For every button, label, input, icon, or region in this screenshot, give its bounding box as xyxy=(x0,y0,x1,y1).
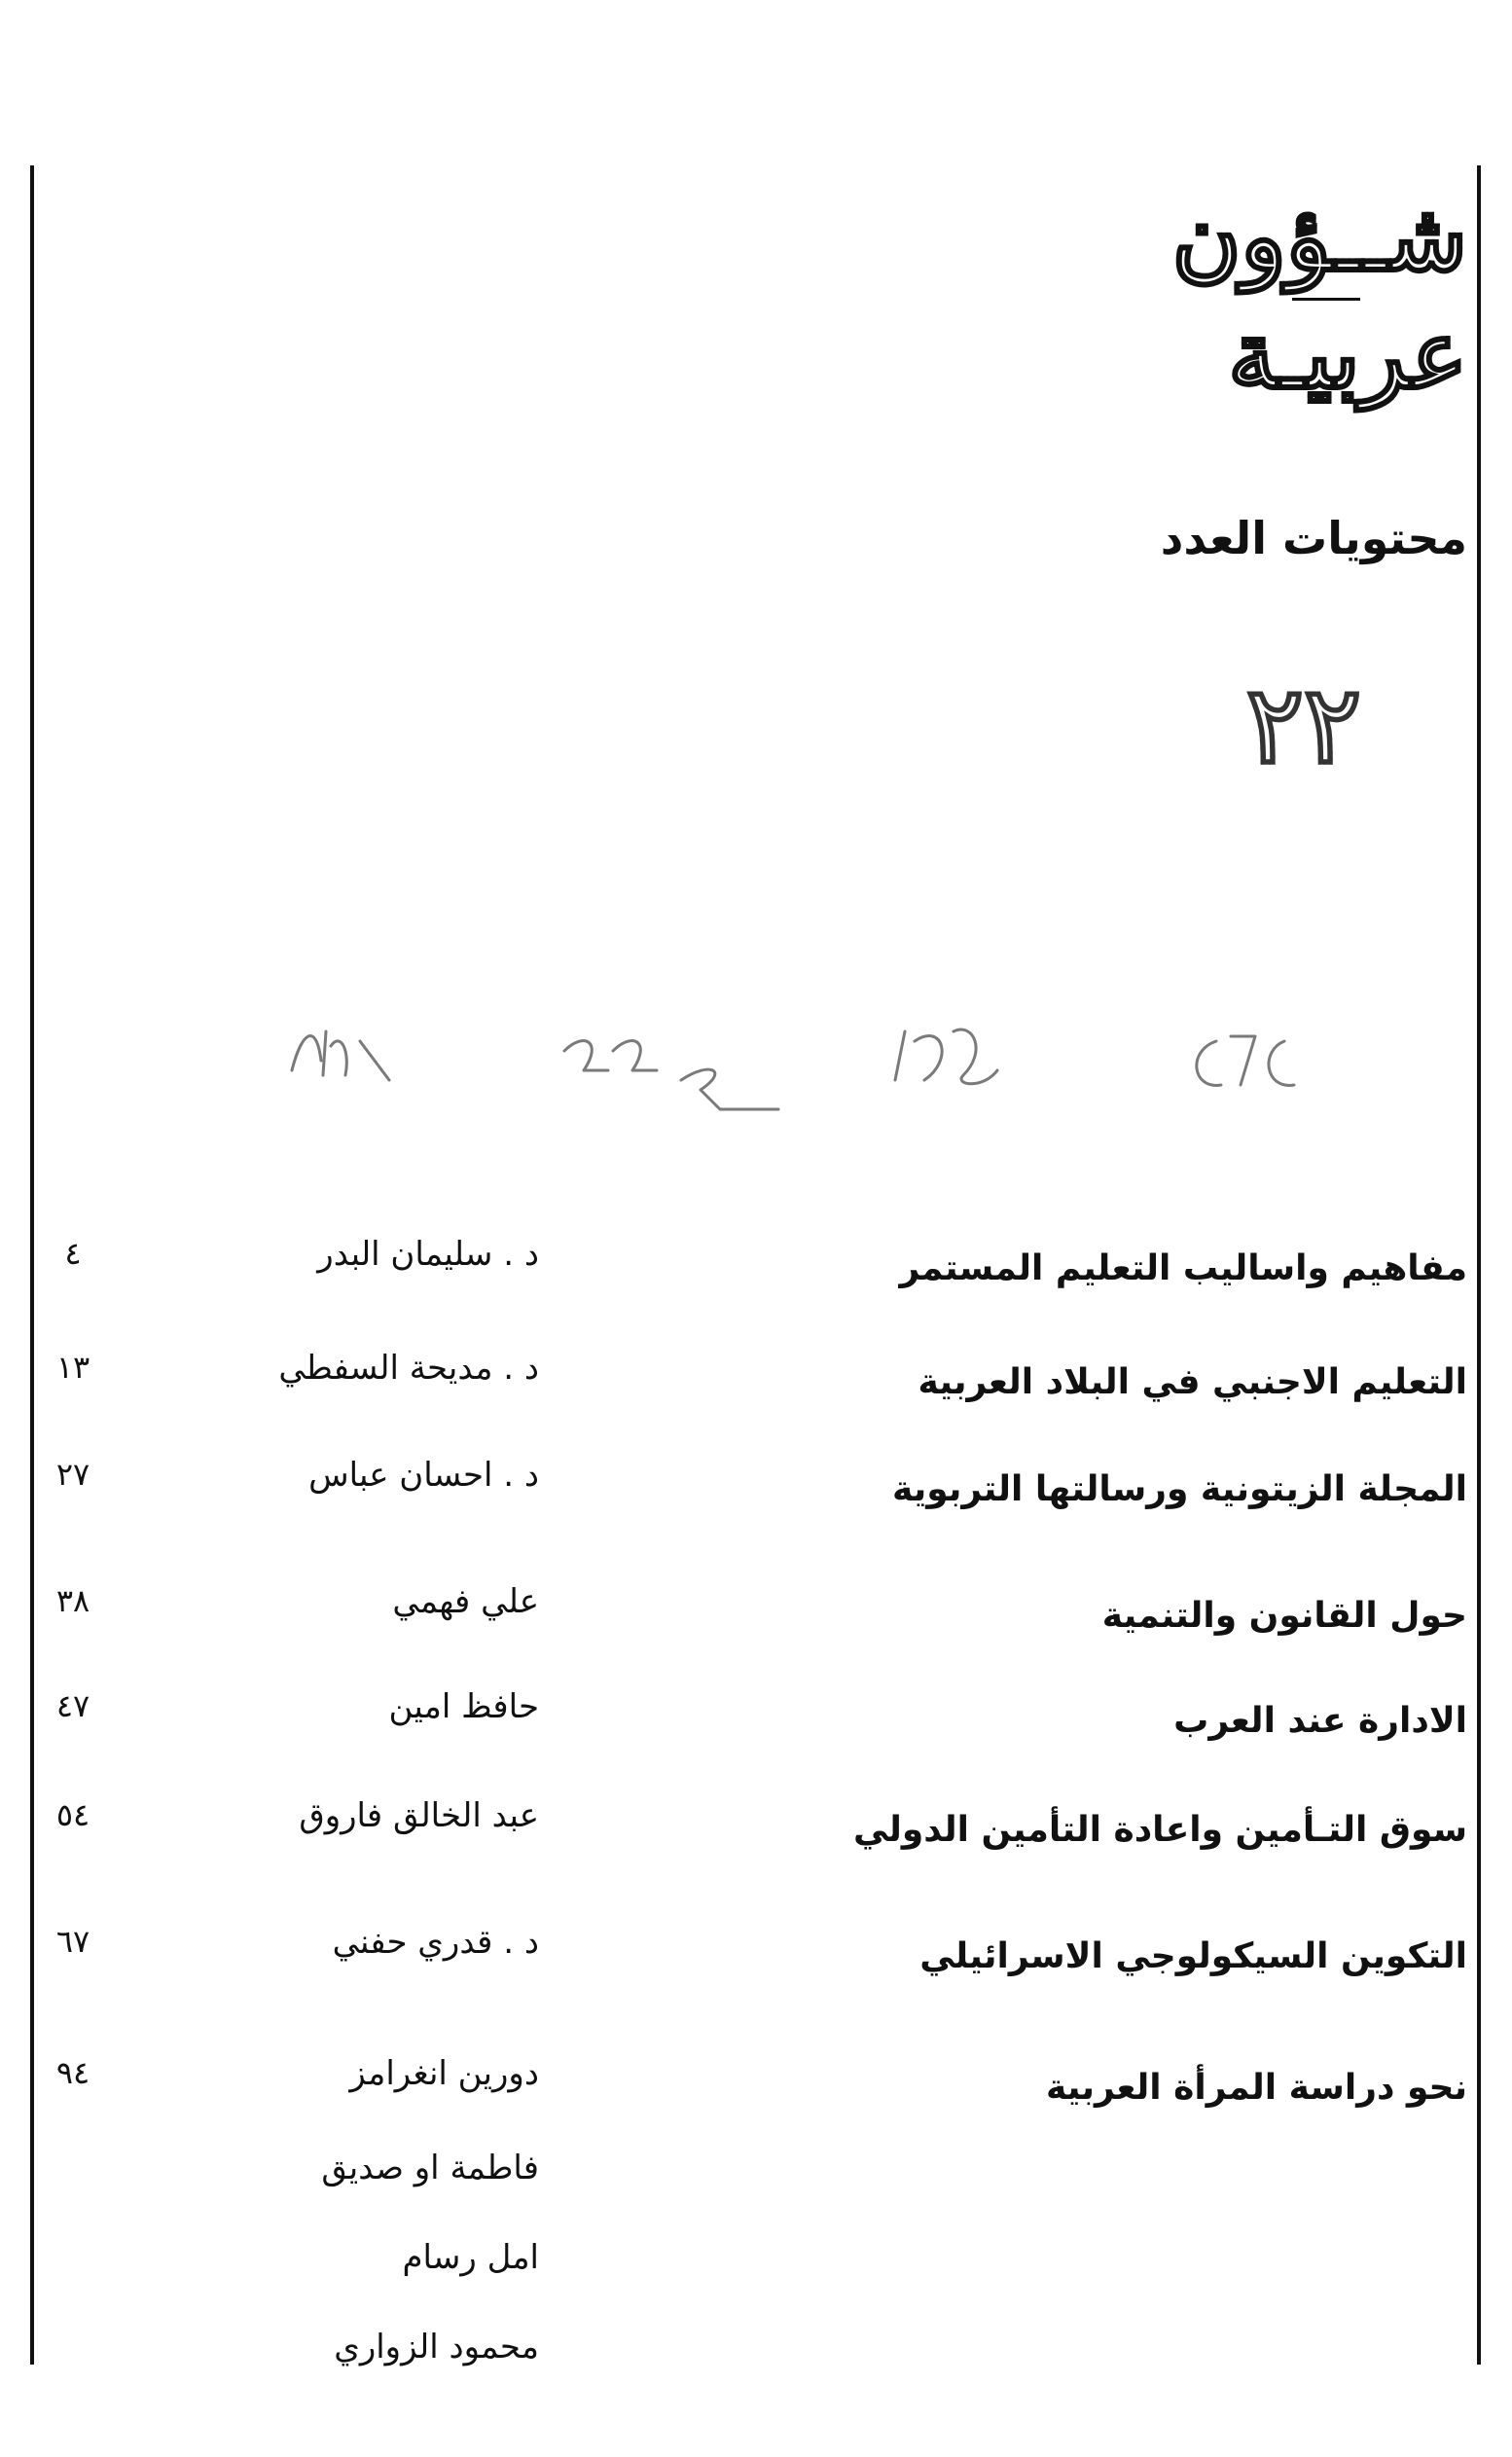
toc-entry-author: علي فهمي xyxy=(392,1582,539,1621)
handwritten-note-text: ٨١ 22 ع 1982 676 xyxy=(272,1117,281,1118)
toc-entry-title: المجلة الزيتونية ورسالتها التربوية xyxy=(891,1469,1467,1509)
toc-entry-page: ٤٧ xyxy=(55,1687,90,1724)
toc-entry-author: دورين انغرامز xyxy=(349,2054,539,2093)
additional-author: محمود الزواري xyxy=(334,2328,539,2367)
toc-entry-page: ٣٨ xyxy=(55,1582,90,1619)
toc-entry-author: د . مديحة السفطي xyxy=(278,1349,539,1388)
toc-entry-author: د . سليمان البدر xyxy=(317,1235,539,1274)
toc-entry[interactable] xyxy=(0,1235,1512,1307)
toc-entry-title: التكوين السيكولوجي الاسرائيلي xyxy=(919,1936,1467,1976)
toc-entry-author: حافظ امين xyxy=(388,1687,539,1726)
additional-author: امل رسام xyxy=(402,2238,539,2277)
toc-entry[interactable] xyxy=(0,1582,1512,1654)
toc-entry-page: ٥٤ xyxy=(55,1796,90,1833)
toc-entry-title: سوق التـأمين واعادة التأمين الدولي xyxy=(852,1810,1467,1850)
toc-entry-author: عبد الخالق فاروق xyxy=(299,1796,539,1835)
toc-entry[interactable] xyxy=(0,1687,1512,1759)
toc-entry-title: الادارة عند العرب xyxy=(1173,1701,1467,1741)
toc-entry-title: التعليم الاجنبي في البلاد العربية xyxy=(918,1362,1467,1402)
toc-entry-page: ٤ xyxy=(64,1235,82,1272)
toc-entry-author: د . قدري حفني xyxy=(332,1923,539,1962)
toc-entry-title: حول القانون والتنمية xyxy=(1101,1596,1467,1636)
additional-author: فاطمة او صديق xyxy=(321,2149,539,2187)
toc-entry-page: ٢٧ xyxy=(55,1456,90,1493)
logo-line-2: عربيـة xyxy=(1175,301,1467,410)
toc-entry[interactable] xyxy=(0,1456,1512,1528)
toc-entry-page: ٦٧ xyxy=(55,1923,90,1960)
logo-line-1: شــؤون xyxy=(1171,182,1467,292)
toc-entry-page: ٩٤ xyxy=(55,2054,90,2091)
toc-entry-title: نحو دراسة المرأة العربية xyxy=(1045,2068,1467,2108)
toc-entry-author: د . احسان عباس xyxy=(308,1456,539,1495)
toc-entry[interactable] xyxy=(0,1349,1512,1421)
toc-entry[interactable] xyxy=(0,2054,1512,2126)
toc-entry[interactable] xyxy=(0,1796,1512,1868)
toc-entry-page: ١٣ xyxy=(55,1349,90,1386)
contents-heading: محتويات العدد xyxy=(1160,512,1467,564)
toc-entry-title: مفاهيم واساليب التعليم المستمر xyxy=(899,1248,1467,1288)
toc-entry[interactable] xyxy=(0,1923,1512,1995)
issue-number: ٢٢ xyxy=(1236,662,1372,787)
